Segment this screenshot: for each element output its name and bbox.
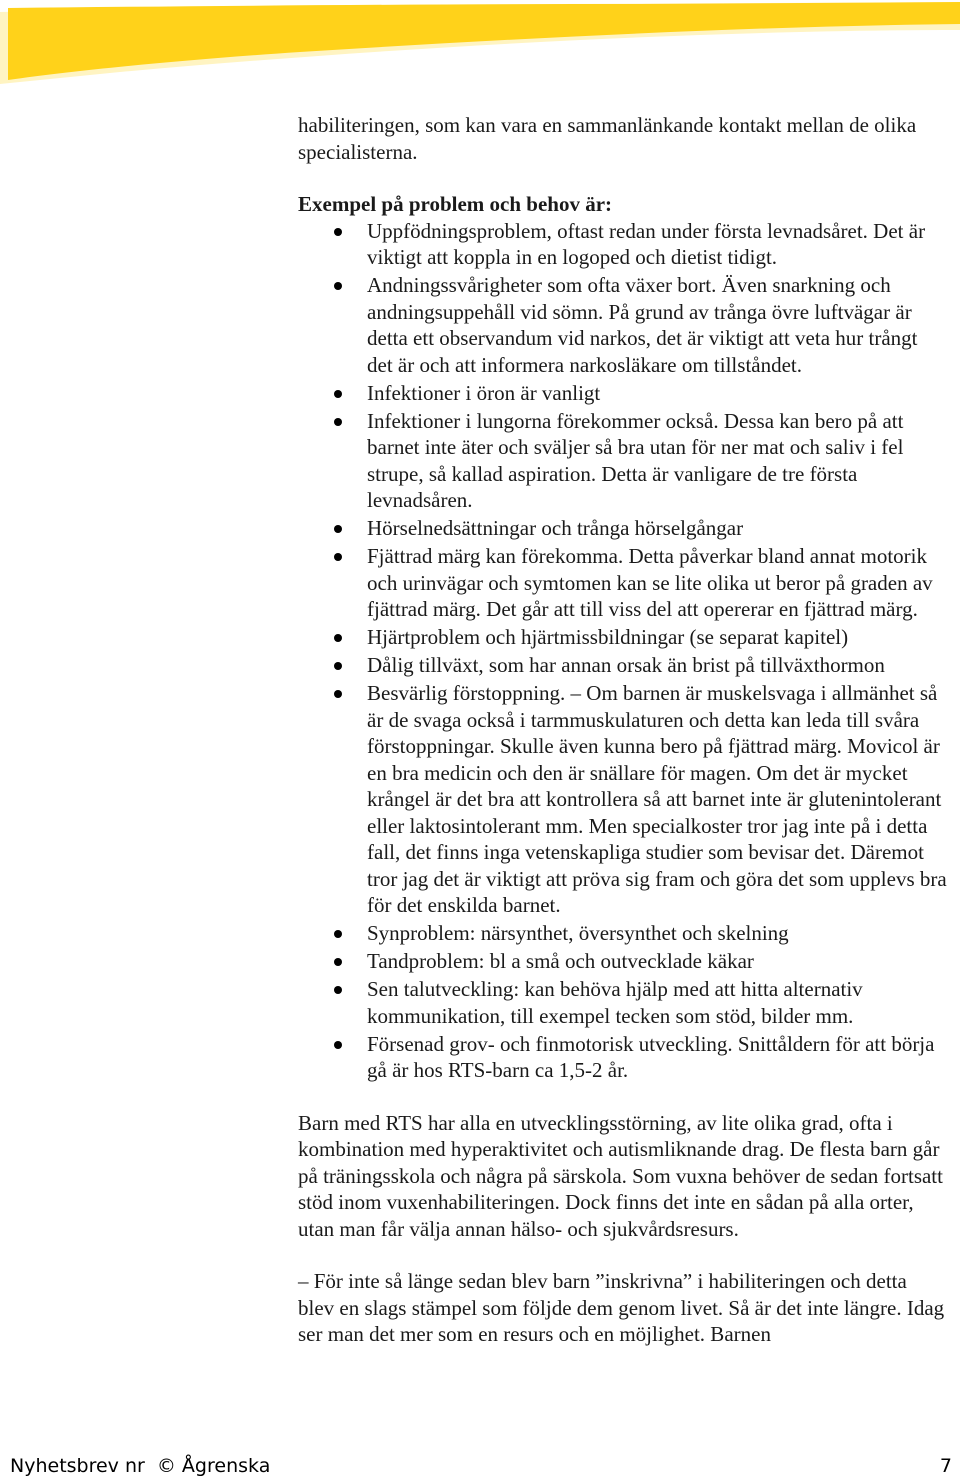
list-item: Tandproblem: bl a små och outvecklade käkar xyxy=(298,948,948,975)
document-body xyxy=(298,112,948,1348)
footer-publication: Nyhetsbrev nr © Ågrenska xyxy=(10,1455,271,1477)
list-item: Infektioner i öron är vanligt xyxy=(298,380,948,407)
body-paragraph: Barn med RTS har alla en utvecklingsstörning, av lite olika grad, ofta i kombination med hyperaktivitet och autismliknande drag. De flesta barn går på träningsskola och några på särskola. Som vuxna behöver de sedan fortsatt stöd inom vuxenhabiliteringen. Dock finns det inte en sådan på alla orter, utan man får välja annan hälso- och sjukvårdsresurs. xyxy=(298,1110,943,1241)
list-item: Synproblem: närsynthet, översynthet och skelning xyxy=(298,920,948,947)
problem-list xyxy=(298,218,948,1084)
list-item: Infektioner i lungorna förekommer också. Dessa kan bero på att barnet inte äter och sväljer så bra utan för ner mat och saliv i fel strupe, så kallad aspiration. Detta är vanligare de tre första levnadsåren. xyxy=(298,408,948,514)
intro-paragraph: habiliteringen, som kan vara en sammanlänkande kontakt mellan de olika specialisterna. xyxy=(298,113,917,164)
list-item: Fjättrad märg kan förekomma. Detta påverkar bland annat motorik och urinvägar och symtomen kan se lite olika ut beror på graden av fjättrad märg. Det går att till viss del att opererar en fjättrad märg. xyxy=(298,543,948,623)
list-item: Uppfödningsproblem, oftast redan under första levnadsåret. Det är viktigt att koppla in en logoped och dietist tidigt. xyxy=(298,218,948,271)
list-item: Hjärtproblem och hjärtmissbildningar (se separat kapitel) xyxy=(298,624,948,651)
body-paragraph: – För inte så länge sedan blev barn ”inskrivna” i habiliteringen och detta blev en slags stämpel som följde dem genom livet. Så är det inte längre. Idag ser man det mer som en resurs och en möjlighet. Barnen xyxy=(298,1269,945,1346)
list-item: Andningssvårigheter som ofta växer bort. Även snarkning och andningsuppehåll vid sömn. På grund av trånga övre luftvägar är detta ett observandum vid narkos, det är viktigt att veta hur trångt det är och att informera narkosläkare om tillståndet. xyxy=(298,272,948,378)
list-item: Sen talutveckling: kan behöva hjälp med att hitta alternativ kommunikation, till exempel tecken som stöd, bilder mm. xyxy=(298,976,948,1029)
header-banner xyxy=(0,0,960,90)
list-item: Dålig tillväxt, som har annan orsak än brist på tillväxthormon xyxy=(298,652,948,679)
section-heading: Exempel på problem och behov är: xyxy=(298,192,613,216)
list-item: Försenad grov- och finmotorisk utveckling. Snittåldern för att börja gå är hos RTS-barn ca 1,5-2 år. xyxy=(298,1031,948,1084)
list-item: Besvärlig förstoppning. – Om barnen är muskelsvaga i allmänhet så är de svaga också i tarmmuskulaturen och detta kan leda till svåra förstoppningar. Skulle även kunna bero på fjättrad märg. Movicol är en bra medicin och den är snällare för magen. Om det är mycket krångel är det bra att kontrollera så att barnet inte är glutenintolerant eller laktosintolerant mm. Men specialkoster tror jag inte på i detta fall, det finns inga vetenskapliga studier som bevisar det. Däremot tror jag det är viktigt att pröva sig fram och göra det som upplevs bra för det enskilda barnet. xyxy=(298,680,948,919)
page-number: 7 xyxy=(939,1455,952,1477)
list-item: Hörselnedsättningar och trånga hörselgångar xyxy=(298,515,948,542)
